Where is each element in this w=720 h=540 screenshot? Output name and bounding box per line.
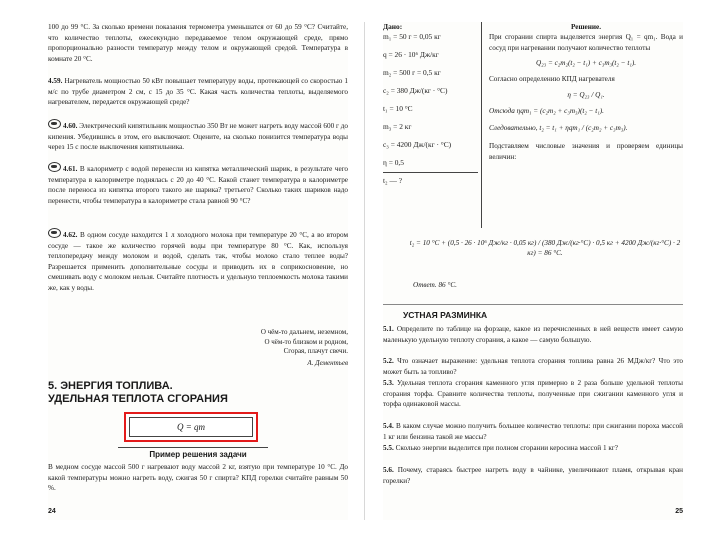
question-5-4: 5.4. В каком случае можно получить большее количество теплоты: при сжигании пороха массой 1 кг или бензина такой же массы? bbox=[383, 422, 684, 441]
question-5-5: 5.5. Сколько энергии выделится при полном сгорании керосина массой 1 кг? bbox=[383, 444, 618, 452]
solution-equation: η = Q₂₃ / Q₁. bbox=[567, 91, 605, 100]
given-item: η = 0,5 bbox=[383, 158, 404, 167]
formula-highlight bbox=[124, 412, 258, 442]
divider bbox=[383, 304, 683, 305]
question-5-6: 5.6. Почему, стараясь быстрее нагреть воду в чайнике, увеличивают пламя, открывая кран горелки? bbox=[383, 466, 683, 485]
section-title-line: УДЕЛЬНАЯ ТЕПЛОТА СГОРАНИЯ bbox=[48, 393, 228, 405]
example-text: В медном сосуде массой 500 г нагревают воду массой 2 кг, взятую при температуре 10 °C. До какой температуры можно нагреть воду, сжигая 50 г спирта? КПД горелки считайте равным 50 %. bbox=[48, 463, 348, 493]
experiment-marker-icon bbox=[48, 228, 61, 238]
epigraph bbox=[178, 328, 348, 368]
problem-number: 4.61. bbox=[63, 165, 78, 173]
paragraph-intro: 100 до 99 °C. За сколько времени показания термометра уменьшатся от 60 до 59 °C? Считайте, что количество теплоты, ежесекундно передаваемое телом окружающей среде, прямо пропорционально разности температур между телом и окружающей средой. Температура в комнате 20 °C. bbox=[48, 23, 348, 63]
problem-4-59: 4.59. Нагреватель мощностью 50 кВт повышает температуру воды, протекающей со скоростью 1 м/с по трубе диаметром 2 см, с 15 до 35 °C. Какая часть количества теплоты, выделяемого нагревателем, передается окружающей среде? bbox=[48, 77, 349, 107]
problem-4-60: 4.60. Электрический кипятильник мощностью 350 Вт не может нагреть воду массой 600 г до кипения. Убедившись в этом, его выключают. Оцените, на сколько понизится температура воды через 15 с после выключения кипятильника. bbox=[48, 119, 348, 153]
given-block bbox=[383, 22, 478, 186]
solution-text: Подставляем числовые значения и проверяем единицы величин: bbox=[489, 142, 683, 161]
question-number: 5.5. bbox=[383, 444, 394, 452]
unknown-item: t₂ — ? bbox=[383, 172, 478, 186]
solution-equation: Следовательно, t₂ = t₁ + ηqm₁ / (c₂m₂ + c₃m₃). bbox=[489, 123, 628, 132]
given-item: c₂ = 380 Дж/(кг · °C) bbox=[383, 86, 448, 95]
question-number: 5.3. bbox=[383, 379, 394, 387]
epigraph-line: О чём-то близком и родном, bbox=[264, 337, 348, 346]
section-title bbox=[48, 380, 228, 406]
experiment-marker-icon bbox=[48, 162, 61, 172]
section-title-line: 5. ЭНЕРГИЯ ТОПЛИВА. bbox=[48, 380, 173, 392]
question-number: 5.4. bbox=[383, 422, 394, 430]
given-item: c₃ = 4200 Дж/(кг · °C) bbox=[383, 140, 452, 149]
experiment-marker-icon bbox=[48, 119, 61, 129]
solution-block bbox=[489, 22, 683, 162]
question-5-1: 5.1. Определите по таблице на форзаце, какое из перечисленных в ней веществ имеет самую маленькую удельную теплоту сгорания, а какое — самую большую. bbox=[383, 325, 684, 344]
solution-equation: Отсюда ηqm₁ = (c₂m₂ + c₃m₃)(t₂ − t₁). bbox=[489, 107, 604, 116]
epigraph-author: А. Дементьев bbox=[307, 358, 348, 367]
formula: Q = qm bbox=[129, 417, 253, 437]
epigraph-line: Сгорая, плачут свечи. bbox=[283, 347, 348, 355]
oral-warmup-title: УСТНАЯ РАЗМИНКА bbox=[403, 310, 488, 320]
right-page bbox=[383, 22, 683, 520]
question-5-3: 5.3. Удельная теплота сгорания каменного угля примерно в 2 раза больше удельной теплоты сгорания торфа. Сравните количества теплоты, полученные при сжигании каменного угля и торфа одинаковой массы. bbox=[383, 379, 683, 409]
given-item: q = 26 · 10⁶ Дж/кг bbox=[383, 50, 439, 59]
question-number: 5.2. bbox=[383, 357, 394, 365]
given-item: m₃ = 2 кг bbox=[383, 122, 412, 131]
page-number: 25 bbox=[675, 508, 683, 515]
answer: Ответ. 86 °C. bbox=[413, 281, 457, 289]
question-number: 5.1. bbox=[383, 325, 394, 333]
question-number: 5.6. bbox=[383, 466, 394, 474]
solution-title: Решение. bbox=[570, 23, 601, 31]
problem-number: 4.60. bbox=[63, 122, 78, 130]
problem-4-62: 4.62. В одном сосуде находится 1 л холодного молока при температуре 20 °C, а во втором сосуде — такое же количество горячей воды при температуре 80 °C. Как, используя теплопередачу между молоком и водой, сделать так, чтобы молоко стало теплее воды? Разрешается применить дополнительные сосуды и приводить их в соприкосновение, но смешивать воду с молоком нельзя. Считайте плотность и удельную теплоемкость молока такими же, как у воды. bbox=[48, 228, 348, 294]
given-item: m₂ = 500 г = 0,5 кг bbox=[383, 68, 441, 77]
page-fold bbox=[364, 22, 365, 520]
given-title: Дано: bbox=[383, 22, 403, 31]
solution-text: Согласно определению КПД нагревателя bbox=[489, 74, 615, 83]
given-divider bbox=[481, 22, 482, 228]
calculation: t₂ = 10 °C + (0,5 · 26 · 10⁶ Дж/кг · 0,05 кг) / (380 Дж/(кг·°C) · 0,5 кг + 4200 Дж/(кг·°C) · 2 кг) = 86 °C. bbox=[409, 239, 681, 258]
solution-text: При сгорании спирта выделяется энергия Q₁ = qm₁. Вода и сосуд при нагревании получают количество теплоты bbox=[489, 33, 683, 52]
problem-number: 4.62. bbox=[63, 231, 78, 239]
epigraph-line: О чём-то дальнем, неземном, bbox=[260, 328, 348, 336]
problem-number: 4.59. bbox=[48, 77, 63, 85]
divider bbox=[118, 447, 268, 448]
solution-equation: Q₂₃ = c₂m₂(t₂ − t₁) + c₃m₃(t₂ − t₁). bbox=[535, 59, 637, 68]
given-item: t₁ = 10 °C bbox=[383, 104, 413, 113]
left-page bbox=[48, 22, 348, 520]
problem-4-61: 4.61. В калориметр с водой перенесли из кипятка металлический шарик, в результате чего температура в калориметре поднялась с 20 до 40 °C. Какой станет температура в калориметре после переноса из кипятка второго такого же шарика? третьего? Сколько таких шариков надо перенести, чтобы температура в калориметре стала равной 90 °C? bbox=[48, 162, 348, 206]
example-heading: Пример решения задачи bbox=[149, 450, 247, 459]
given-item: m₁ = 50 г = 0,05 кг bbox=[383, 32, 441, 41]
page-number: 24 bbox=[48, 508, 56, 515]
question-5-2: 5.2. Что означает выражение: удельная теплота сгорания топлива равна 26 МДж/кг? Что это может быть за топливо? bbox=[383, 357, 683, 376]
